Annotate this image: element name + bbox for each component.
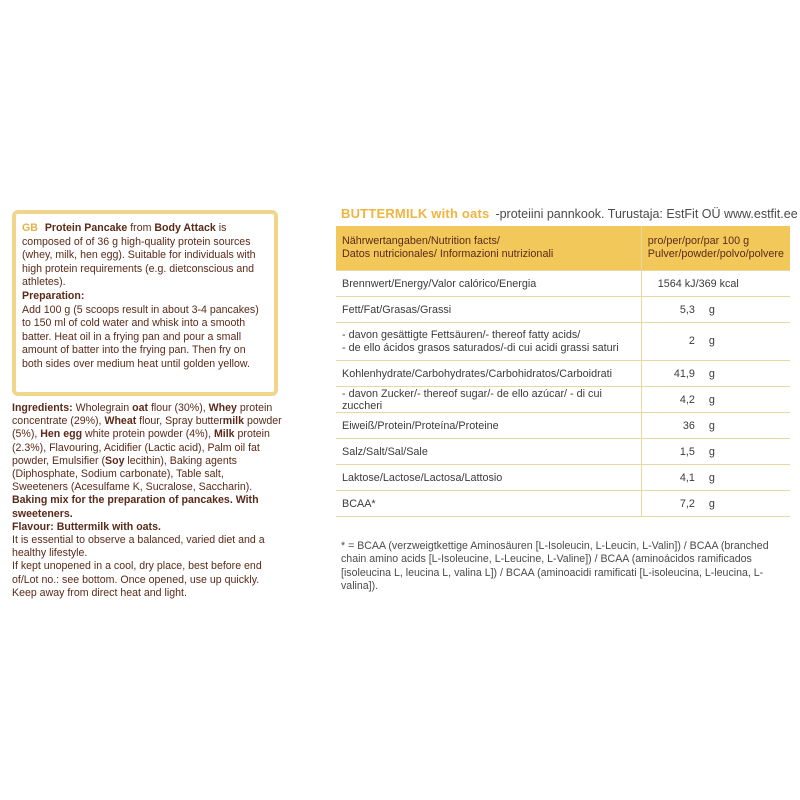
allergen-whey: Whey (208, 402, 237, 414)
header-per-line-1: pro/per/por/par 100 g (647, 235, 750, 247)
allergen-egg: Hen egg (40, 428, 83, 441)
nutrient-label: Eiweiß/Protein/Proteína/Proteine (336, 413, 641, 439)
table-row (336, 323, 790, 361)
header-line-1: Nährwertangaben/Nutrition facts/ (342, 235, 500, 247)
table-header (336, 226, 790, 271)
ingredients-text: lecithin), Baking agents (Diphosphate, Sodium carbonate), Table salt, Sweeteners (Acesulfame K, Sucralose, Saccharin). (12, 454, 253, 494)
nutrient-value: 7,2 (641, 491, 697, 517)
table-row (336, 271, 790, 297)
nutrient-value: 1564 kJ/369 kcal (641, 271, 790, 297)
ingredients-label: Ingredients: (12, 402, 73, 414)
flavour-note: Flavour: Buttermilk with oats. (12, 520, 161, 533)
nutrient-unit: g (697, 297, 790, 323)
nutrition-table (336, 226, 790, 517)
nutrient-label-line-2: - de ello ácidos grasos saturados/-di cui acidi grassi saturi (342, 341, 619, 354)
nutrient-unit: g (697, 361, 790, 387)
ingredients-section (12, 402, 282, 600)
nutrient-value: 2 (641, 323, 697, 361)
nutrient-value: 36 (641, 413, 697, 439)
table-row (336, 465, 790, 491)
nutrient-value: 41,9 (641, 361, 697, 387)
product-title (341, 206, 798, 221)
language-code: GB (22, 222, 38, 234)
header-per-line-2: Pulver/powder/polvo/polvere (647, 248, 784, 260)
ingredients-text: powder (5%), (12, 415, 282, 441)
flavour-title: BUTTERMILK with oats (341, 206, 490, 221)
nutrient-value: 4,2 (641, 387, 697, 413)
description-text-1: from (127, 222, 155, 234)
allergen-milk-protein: Milk (213, 428, 235, 441)
header-nutrition-facts (336, 226, 641, 271)
description-text-2: is composed of of 36 g high-quality protein sources (whey, milk, hen egg). Suitable for individuals with high protein requirements (e.g. dietconscious and athletes). (22, 222, 256, 289)
product-name: Protein Pancake (44, 222, 128, 234)
table-row (336, 439, 790, 465)
table-row (336, 361, 790, 387)
nutrient-label (336, 323, 641, 361)
table-row (336, 413, 790, 439)
ingredients-text: Wholegrain (72, 402, 133, 414)
nutrient-label: Fett/Fat/Grasas/Grassi (336, 297, 641, 323)
product-description-box (12, 210, 278, 396)
diet-note: It is essential to observe a balanced, varied diet and a healthy lifestyle. (12, 534, 265, 560)
baking-mix-note: Baking mix for the preparation of pancakes. With sweeteners. (12, 494, 259, 520)
preparation-text: Add 100 g (5 scoops result in about 3-4 pancakes) to 150 ml of cold water and whisk into a smooth batter. Heat oil in a frying pan and pour a small amount of batter into the frying pan. Then fry on both sides over medium heat until golden yellow. (22, 303, 259, 370)
allergen-milk: milk (222, 415, 244, 428)
brand-name: Body Attack (154, 222, 216, 234)
table-row (336, 491, 790, 517)
ingredients-text: flour (30%), (148, 402, 209, 414)
header-per-100g (641, 226, 790, 271)
nutrient-value: 1,5 (641, 439, 697, 465)
ingredients-text: white protein powder (4%), (82, 428, 214, 441)
nutrient-unit: g (697, 439, 790, 465)
nutrient-label: Salz/Salt/Sal/Sale (336, 439, 641, 465)
nutrient-unit: g (697, 387, 790, 413)
nutrient-unit: g (697, 491, 790, 517)
ingredients-text: protein concentrate (29%), (12, 402, 273, 428)
bcaa-footnote: * = BCAA (verzweigtkettige Aminosäuren [L-Isoleucin, L-Leucin, L-Valin]) / BCAA (branched chain amino acids [L-Isoleucine, L-Leucine, L-Valine]) / BCAA (aminoácidos ramificados [isoleucina L, leucina L, valina L]) / BCAA (aminoacidi ramificati [L-isoleucina, L-leucina, L-valina]). (341, 540, 769, 593)
nutrient-label-line-1: - davon gesättigte Fettsäuren/- thereof fatty acids/ (342, 328, 581, 341)
storage-note: If kept unopened in a cool, dry place, best before end of/Lot no.: see bottom. Once opened, use up quickly. Keep away from direct heat and light. (12, 560, 262, 599)
nutrient-label: Laktose/Lactose/Lactosa/Lattosio (336, 465, 641, 491)
ingredients-text: protein (2.3%), Flavouring, Acidifier (Lactic acid), Palm oil fat powder, Emulsifier ( (12, 428, 270, 467)
ingredients-paragraph (12, 402, 282, 494)
nutrient-label: - davon Zucker/- thereof sugar/- de ello azúcar/ - di cui zuccheri (336, 387, 641, 413)
importer-info: -proteiini pannkook. Turustaja: EstFit OÜ www.estfit.ee (495, 207, 798, 221)
nutrient-label: BCAA* (336, 491, 641, 517)
table-row (336, 297, 790, 323)
description-paragraph (22, 222, 268, 290)
nutrient-unit: g (697, 323, 790, 361)
allergen-soy: Soy (105, 454, 125, 467)
preparation-heading (22, 290, 268, 304)
header-line-2: Datos nutricionales/ Informazioni nutrizionali (342, 248, 554, 260)
allergen-oat: oat (132, 402, 148, 414)
ingredients-text: flour, Spray butter (136, 415, 223, 428)
nutrient-label: Brennwert/Energy/Valor calórico/Energia (336, 271, 641, 297)
nutrient-value: 5,3 (641, 297, 697, 323)
nutrient-label: Kohlenhydrate/Carbohydrates/Carbohidratos/Carboidrati (336, 361, 641, 387)
allergen-wheat: Wheat (104, 415, 137, 428)
preparation-heading-text: Preparation: (22, 289, 85, 302)
table-row (336, 387, 790, 413)
nutrient-value: 4,1 (641, 465, 697, 491)
nutrient-unit: g (697, 413, 790, 439)
nutrient-unit: g (697, 465, 790, 491)
